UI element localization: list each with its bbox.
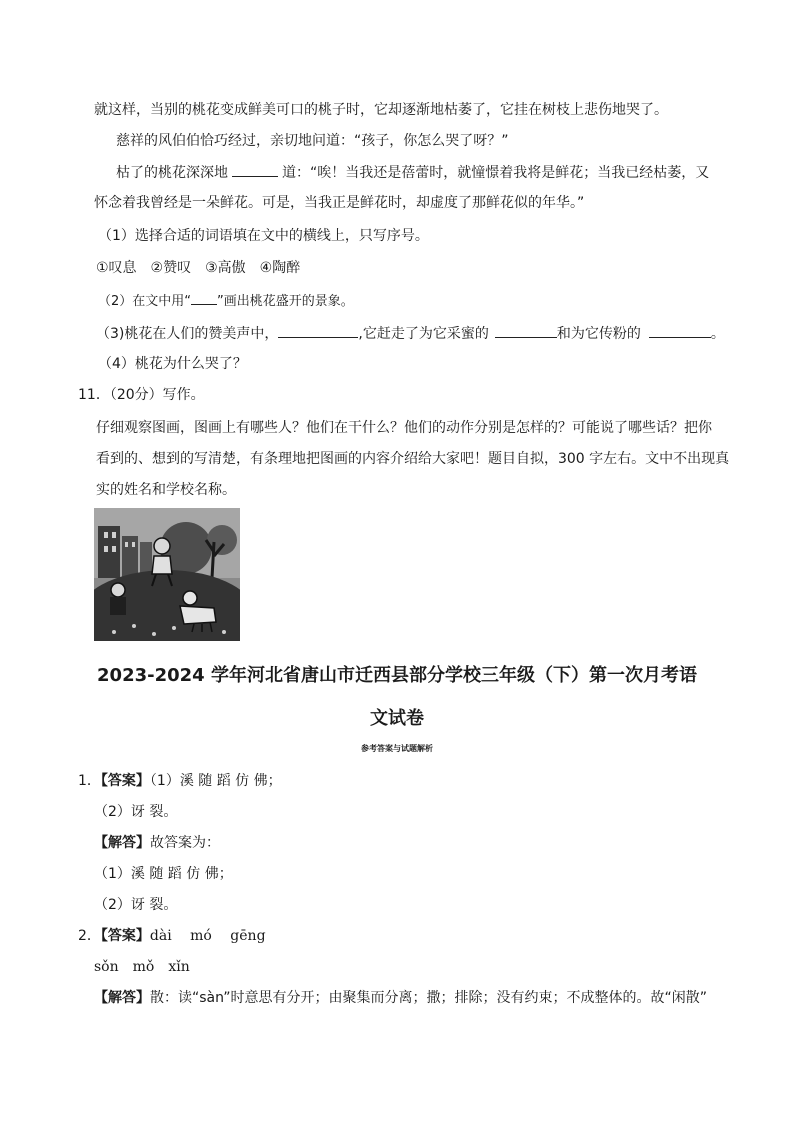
question-1: （1）选择合适的词语填在文中的横线上，只写序号。: [98, 228, 429, 244]
passage-paragraph-1: 就这样，当别的桃花变成鲜美可口的桃子时，它却逐渐地枯萎了，它挂在树枝上悲伤地哭了。: [94, 102, 668, 118]
answer-1-line-2: （2）讶 裂。: [94, 804, 178, 820]
passage-paragraph-2: 慈祥的风伯伯恰巧经过，亲切地问道：“孩子，你怎么哭了呀？”: [116, 133, 509, 149]
passage-paragraph-3-start: 枯了的桃花深深地: [116, 165, 228, 181]
question-2: [98, 290, 354, 312]
answer-tag: 【答案】: [100, 773, 150, 789]
fill-blank: [495, 323, 557, 338]
answer-1-line-3: （1）溪 随 蹈 仿 佛；: [94, 866, 233, 882]
answer-1-number: 1．: [78, 773, 101, 789]
answer-1-explanation: [94, 833, 220, 853]
answer-2-explanation: [94, 988, 707, 1008]
answer-options: ①叹息 ②赞叹 ③高傲 ④陶醉: [96, 260, 301, 276]
question-11-line-2: 看到的、想到的写清楚，有条理地把图画的内容介绍给大家吧！题目自拟，300 字左右。文中不出现真: [96, 451, 730, 467]
question-11-line-3: 实的姓名和学校名称。: [96, 482, 236, 498]
answer-2: [78, 926, 266, 946]
passage-paragraph-3: [116, 162, 709, 183]
explanation-text: 散：读“sàn”时意思有分开；由聚集而分离；撒；排除；没有约束；不成整体的。故“闲散”: [150, 990, 707, 1006]
answer-1: [78, 771, 282, 791]
writing-prompt-illustration: [94, 508, 240, 641]
question-3-part-2: ,它赶走了为它采蜜的: [358, 326, 489, 342]
passage-paragraph-3-end: 道：“唉！当我还是蓓蕾时，就憧憬着我将是鲜花；当我已经枯萎，又: [282, 165, 710, 181]
explanation-tag: 【解答】: [94, 835, 150, 851]
fill-blank: [278, 323, 358, 338]
answer-2-number: 2．: [78, 928, 101, 944]
question-3-part-4: 。: [710, 326, 725, 342]
question-4: （4）桃花为什么哭了？: [98, 356, 247, 372]
fill-blank: [649, 323, 711, 338]
answer-2-line-2: sǒn mǒ xǐn: [94, 959, 190, 975]
question-11-line-1: 仔细观察图画，图画上有哪些人？他们在干什么？他们的动作分别是怎样的？可能说了哪些话？把你: [96, 420, 712, 436]
answer-tag: 【答案】: [100, 928, 150, 944]
question-11-header: 11．（20分）写作。: [78, 387, 205, 403]
exam-title-line-1: 2023-2024 学年河北省唐山市迁西县部分学校三年级（下）第一次月考语: [97, 665, 697, 686]
exam-subtitle: 参考答案与试题解析: [361, 744, 433, 753]
fill-blank: [232, 162, 278, 177]
answer-1-text: （1）溪 随 蹈 仿 佛；: [149, 773, 282, 789]
explanation-text: 故答案为：: [150, 835, 220, 851]
question-3: [96, 323, 725, 344]
answer-2-text: dài mó gēng: [149, 928, 266, 944]
question-2-end: ”画出桃花盛开的景象。: [217, 294, 354, 309]
question-3-part-1: （3)桃花在人们的赞美声中，: [96, 326, 279, 342]
passage-paragraph-4: 怀念着我曾经是一朵鲜花。可是，当我正是鲜花时，却虚度了那鲜花似的年华。”: [94, 195, 585, 211]
fill-blank: [191, 290, 217, 305]
question-2-start: （2）在文中用“: [98, 294, 192, 309]
explanation-tag: 【解答】: [94, 990, 150, 1006]
answer-1-line-4: （2）讶 裂。: [94, 897, 178, 913]
question-3-part-3: 和为它传粉的: [556, 326, 641, 342]
exam-title-line-2: 文试卷: [370, 708, 424, 729]
